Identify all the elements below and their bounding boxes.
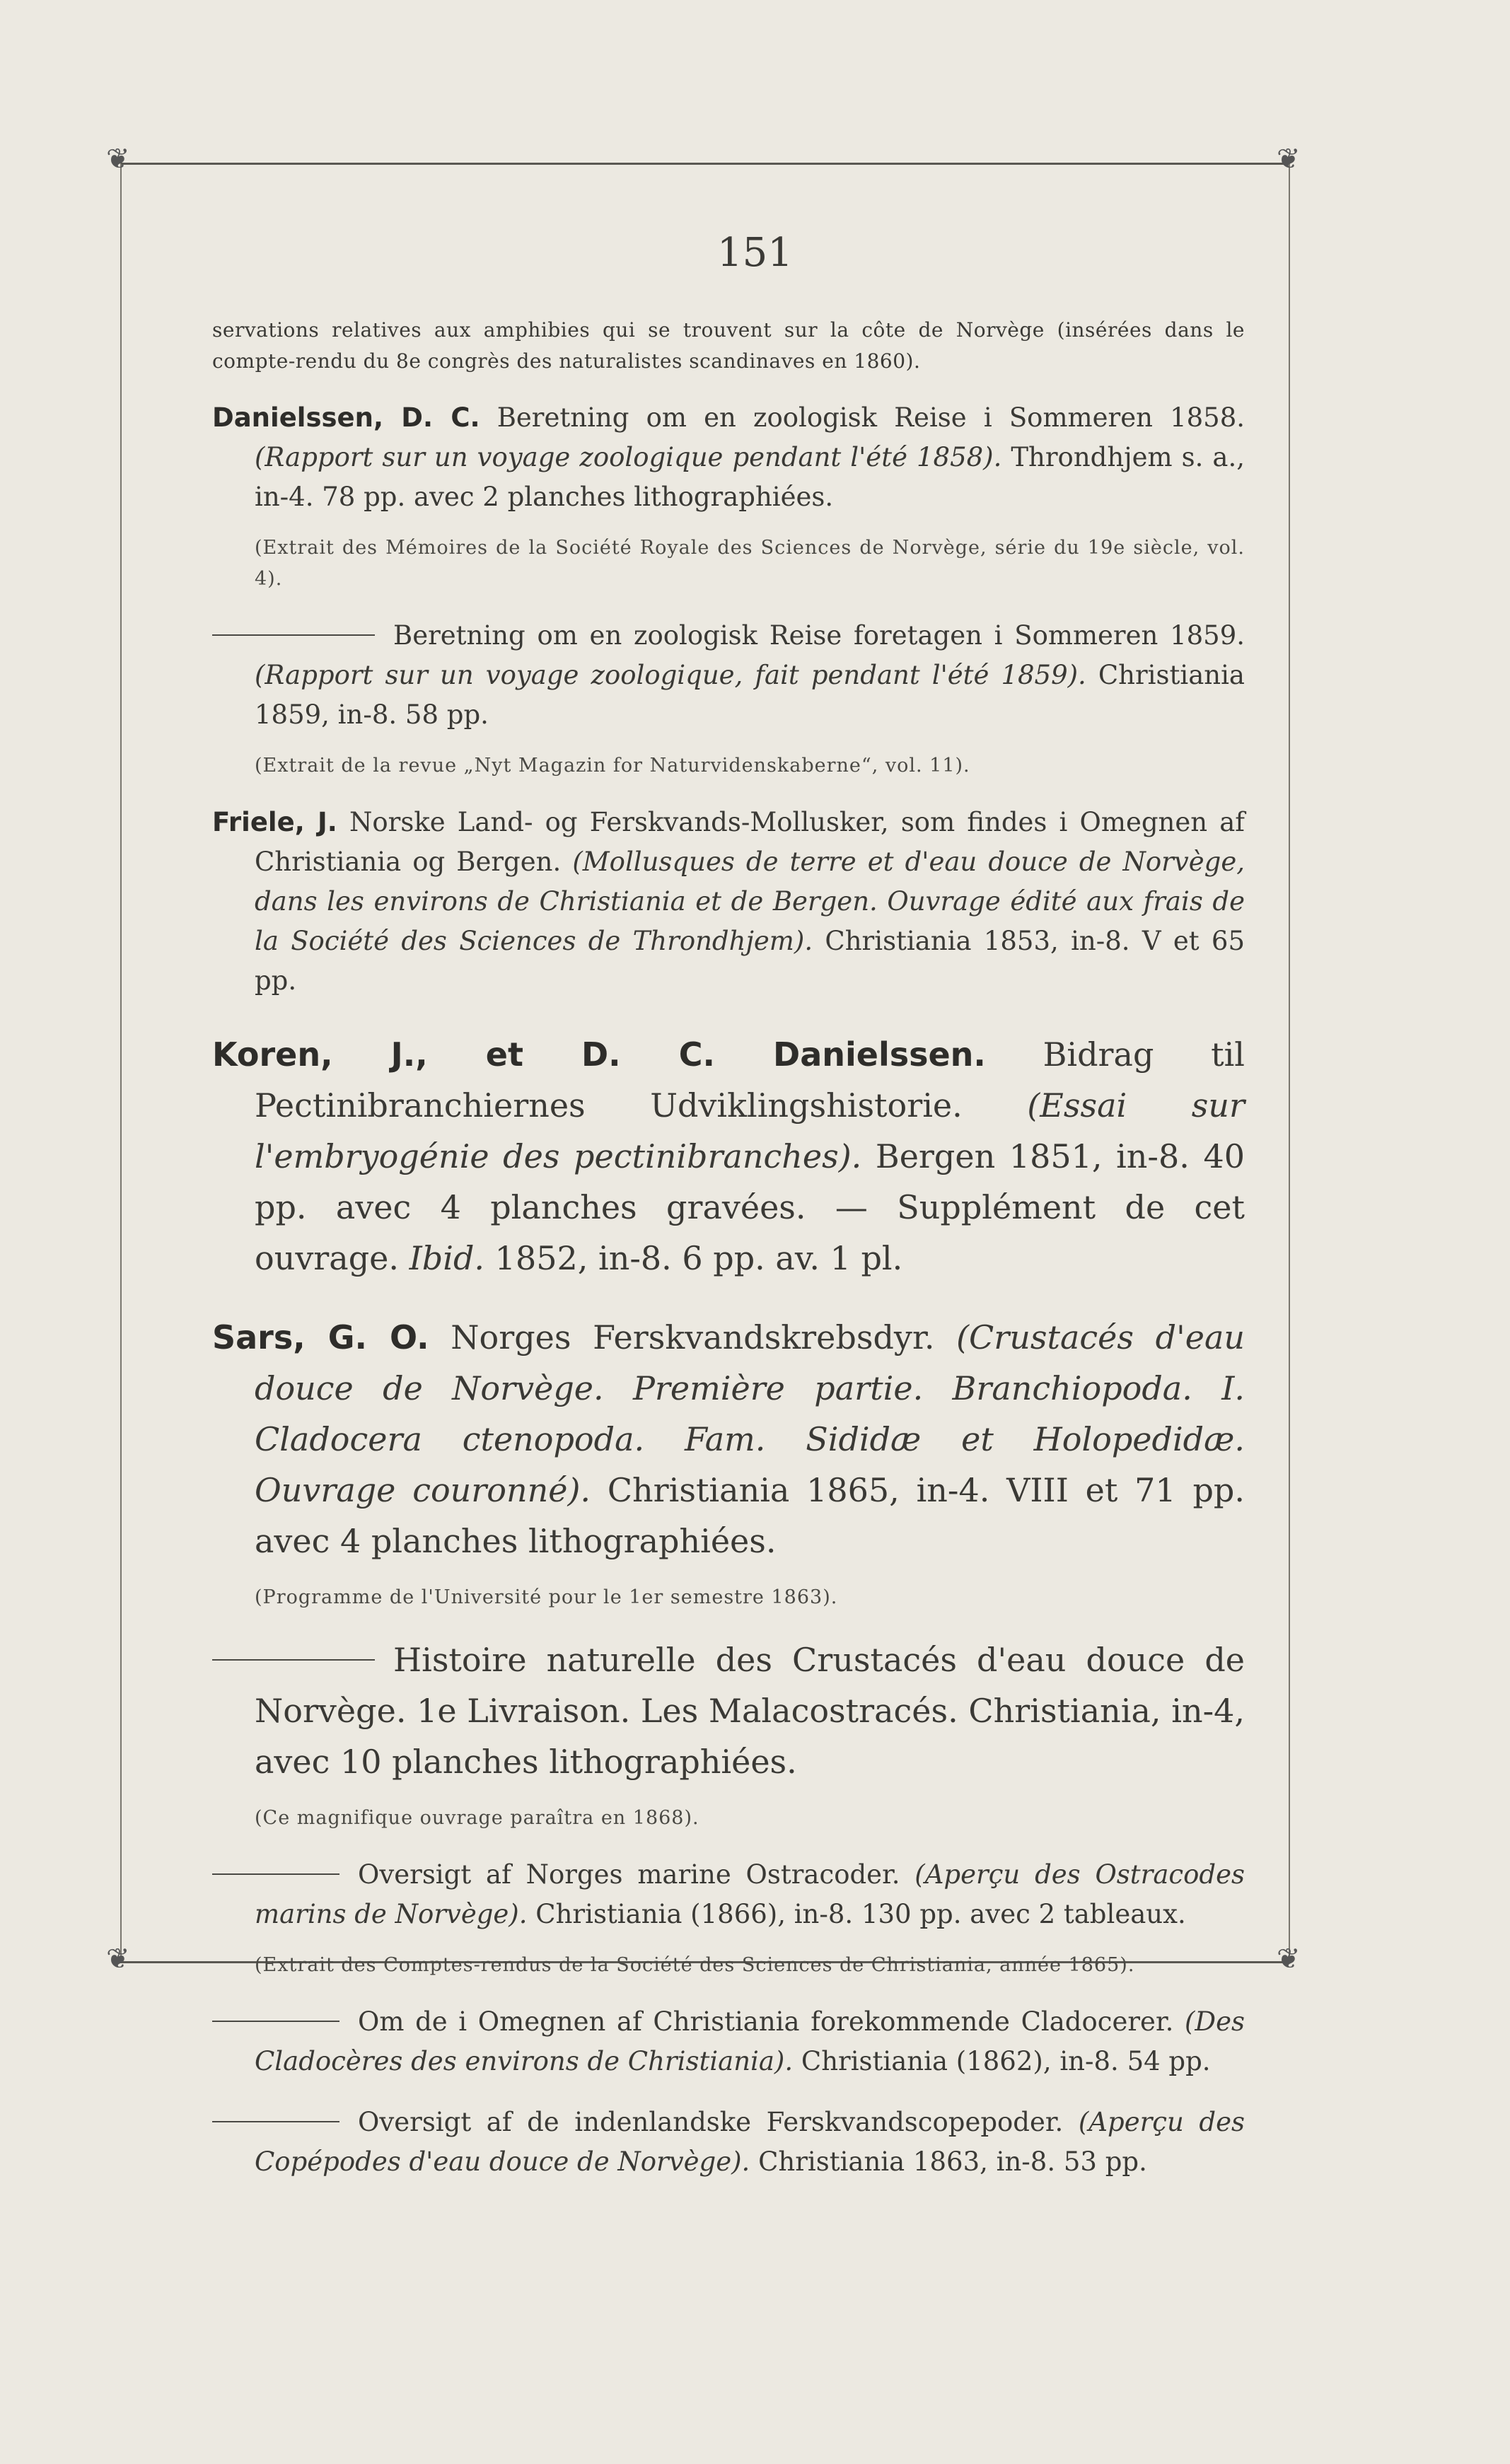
bib-entry-sars-cladocerer — [212, 2002, 1245, 2081]
entry-title: Histoire naturelle des Crustacés d'eau douce de Norvège. 1e Livraison. Les Malacostracés. Christiania, in-4, avec 10 planches lithographiées. — [255, 1641, 1245, 1781]
entry-publication: Christiania 1853, in-8. V et 65 pp. — [255, 926, 1245, 996]
entry-title: Beretning om en zoologisk Reise foretagen i Sommeren 1859. — [393, 620, 1245, 651]
ditto-dash — [212, 1873, 339, 1875]
bibliography — [212, 315, 1245, 2182]
corner-ornament-icon: ❦ — [1277, 143, 1301, 175]
entry-translation: (Crustacés d'eau douce de Norvège. Première partie. Branchiopoda. I. Cladocera ctenopoda. Fam. Sididæ et Holopedidæ. Ouvrage couronné). — [255, 1318, 1245, 1509]
entry-translation: (Des Cladocères des environs de Christiania). — [255, 2006, 1245, 2076]
entry-title: Norges Ferskvandskrebsdyr. — [451, 1318, 935, 1356]
bib-entry-sars-1865 — [212, 1312, 1245, 1567]
entry-title: Om de i Omegnen af Christiania forekommende Cladocerer. — [358, 2006, 1174, 2037]
bib-entry-sars-histoire — [212, 1634, 1245, 1787]
entry-author: Friele, J. — [212, 807, 337, 837]
bib-entry-sars-copepoder — [212, 2103, 1245, 2182]
entry-publication: Christiania (1866), in-8. 130 pp. avec 2 tableaux. — [535, 1899, 1186, 1929]
entry-note: (Ce magnifique ouvrage paraîtra en 1868). — [255, 1807, 699, 1829]
entry-author: Sars, G. O. — [212, 1318, 429, 1356]
entry-title: Beretning om en zoologisk Reise i Sommeren 1858. — [496, 402, 1245, 433]
entry-translation: (Rapport sur un voyage zoologique pendant l'été 1858). — [255, 442, 1002, 472]
entry-publication: Christiania 1865, in-4. VIII et 71 pp. avec 4 planches lithographiées. — [255, 1471, 1245, 1560]
entry-title: Bidrag til Pectinibranchiernes Udviklingshistorie. — [255, 1035, 1245, 1125]
corner-ornament-icon: ❦ — [106, 1943, 130, 1975]
entry-title: Norske Land- og Ferskvands-Mollusker, som findes i Omegnen af Christiania og Bergen. — [255, 807, 1245, 877]
bib-entry-danielssen-1859 — [212, 616, 1245, 735]
entry-translation: (Essai sur l'embryogénie des pectinibranches). — [255, 1086, 1245, 1175]
ditto-dash — [212, 2121, 339, 2122]
bib-entry-danielssen-1858 — [212, 398, 1245, 517]
entry-publication: Christiania (1862), in-8. 54 pp. — [801, 2046, 1211, 2076]
corner-ornament-icon: ❦ — [1277, 1943, 1301, 1975]
bib-entry-friele — [212, 803, 1245, 1001]
entry-publication: Christiania 1859, in-8. 58 pp. — [255, 660, 1245, 730]
entry-translation: (Aperçu des Copépodes d'eau douce de Norvège). — [255, 2107, 1245, 2177]
entry-author: Danielssen, D. C. — [212, 402, 480, 433]
entry-note: (Extrait des Comptes-rendus de la Société des Sciences de Christiania, année 1865). — [255, 1954, 1135, 1976]
ditto-dash — [212, 2021, 339, 2022]
bib-entry-sars-ostracoder — [212, 1855, 1245, 1934]
entry-continuation: servations relatives aux amphibies qui se trouvent sur la côte de Norvège (insérées dans le compte-rendu du 8e congrès des naturalistes scandinaves en 1860). — [212, 318, 1245, 373]
corner-ornament-icon: ❦ — [106, 143, 130, 175]
entry-note: (Extrait de la revue „Nyt Magazin for Naturvidenskaberne“, vol. 11). — [255, 755, 970, 777]
entry-publication-2: 1852, in-8. 6 pp. av. 1 pl. — [494, 1239, 903, 1277]
entry-translation: (Aperçu des Ostracodes marins de Norvège). — [255, 1859, 1245, 1929]
entry-publication: Christiania 1863, in-8. 53 pp. — [758, 2146, 1147, 2177]
entry-note: (Programme de l'Université pour le 1er semestre 1863). — [255, 1586, 838, 1608]
bib-entry-koren — [212, 1029, 1245, 1284]
entry-translation: (Rapport sur un voyage zoologique, fait pendant l'été 1859). — [255, 660, 1086, 690]
entry-author: Koren, J., et D. C. Danielssen. — [212, 1035, 986, 1074]
ditto-dash — [212, 634, 375, 636]
entry-publication: Bergen 1851, in-8. 40 pp. avec 4 planches gravées. — Supplément de cet ouvrage. — [255, 1137, 1245, 1277]
ditto-dash — [212, 1659, 375, 1661]
entry-title: Oversigt af de indenlandske Ferskvandscopepoder. — [358, 2107, 1064, 2137]
entry-ibid: Ibid. — [409, 1239, 485, 1277]
entry-title: Oversigt af Norges marine Ostracoder. — [358, 1859, 900, 1890]
page-number: 151 — [717, 230, 793, 276]
entry-publication: Throndhjem s. a., in-4. 78 pp. avec 2 planches lithographiées. — [255, 442, 1245, 512]
entry-translation: (Mollusques de terre et d'eau douce de Norvège, dans les environs de Christiania et de Bergen. Ouvrage édité aux frais de la Société des Sciences de Throndhjem). — [255, 847, 1245, 956]
entry-note: (Extrait des Mémoires de la Société Royale des Sciences de Norvège, série du 19e siècle, vol. 4). — [255, 537, 1245, 590]
